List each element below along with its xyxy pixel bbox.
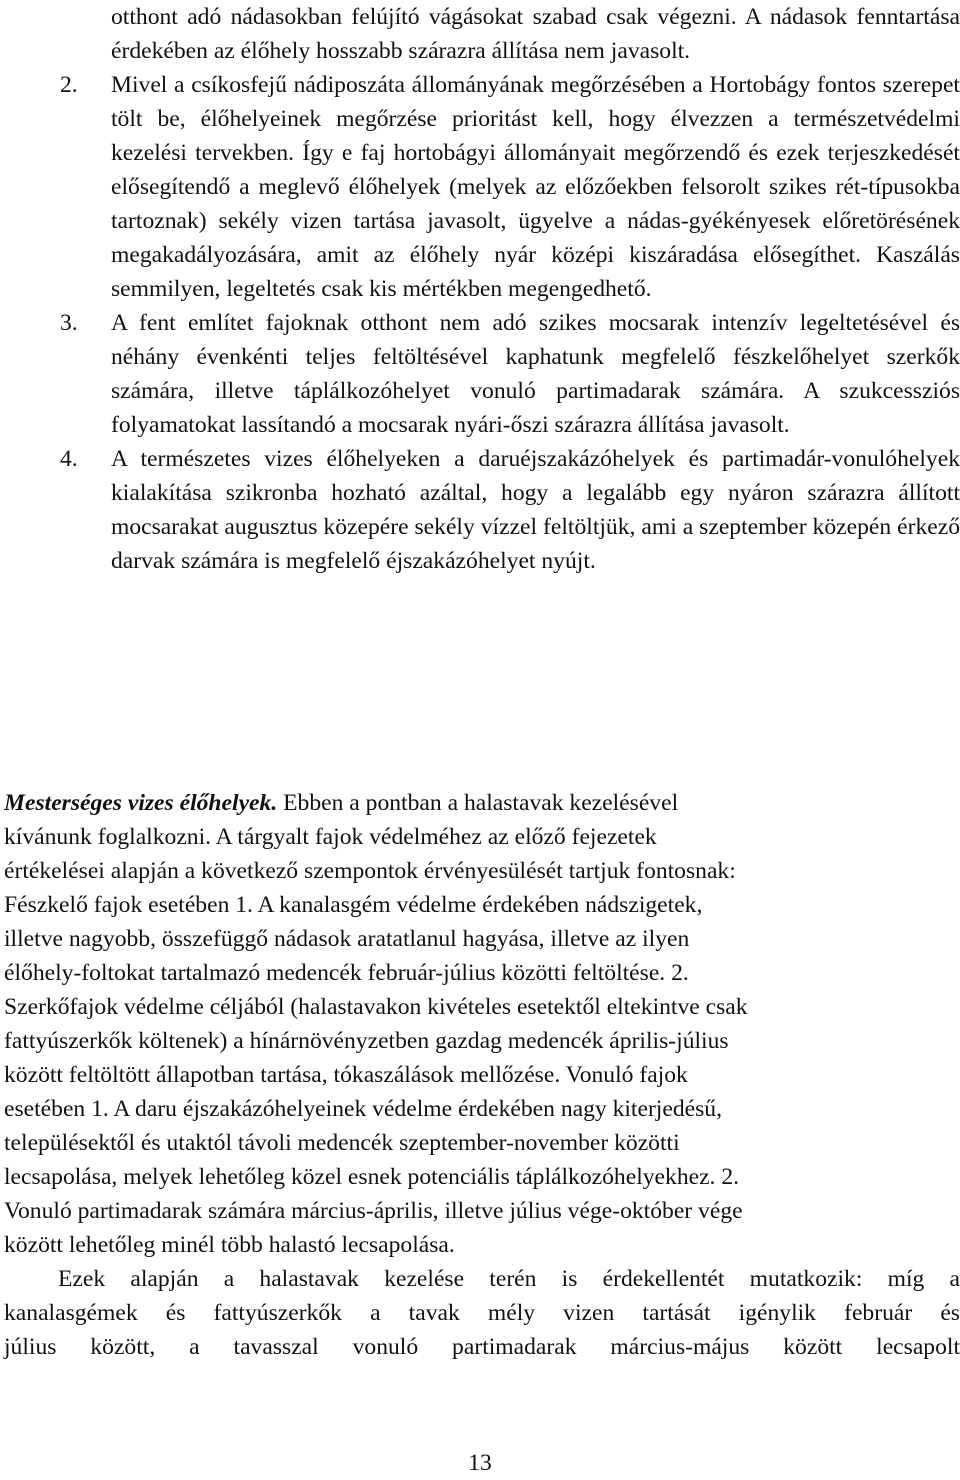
paragraph-line: között lehetőleg minél több halastó lecsapolása. — [4, 1232, 455, 1258]
artificial-wetlands-section — [4, 786, 960, 1364]
paragraph-line: kanalasgémek és fattyúszerkők a tavak mély vizen tartását igénylik február és — [4, 1300, 960, 1326]
paragraph-line: értékelései alapján a következő szempontok érvényesülését tartjuk fontosnak: — [4, 858, 736, 884]
list-item-number: 3. — [60, 310, 78, 336]
paragraph-line — [4, 786, 960, 820]
section-paragraph-2 — [4, 1262, 960, 1364]
paragraph-line: esetében 1. A daru éjszakázóhelyeinek védelme érdekében nagy kiterjedésű, — [4, 1096, 722, 1122]
list-item-number: 4. — [60, 446, 78, 472]
numbered-list — [60, 0, 960, 578]
paragraph-line: településektől és utaktól távoli medencék szeptember-november közötti — [4, 1130, 680, 1156]
paragraph-line: lecsapolása, melyek lehetőleg közel esnek potenciális táplálkozóhelyekhez. 2. — [4, 1164, 740, 1190]
paragraph-line: Vonuló partimadarak számára március-április, illetve július vége-október vége — [4, 1198, 743, 1224]
page-number: 13 — [468, 1450, 492, 1476]
list-item-text: Mivel a csíkosfejű nádiposzáta állományának megőrzésében a Hortobágy fontos szerepet tölt be, élőhelyeinek megőrzése prioritást kell, hogy élvezzen a természetvédelmi kezelési tervekben. Így e faj hortobágyi állományait megőrzendő és ezek terjeszkedését elősegítendő a meglevő élőhelyek (melyek az előzőekben felsorolt szikes rét-típusokba tartoznak) sekély vizen tartása javasolt, ügyelve a nádas-gyékényesek előretörésének megakadályozására, amit az élőhely nyár középi kiszáradása elősegíthet. Kaszálás semmilyen, legeltetés csak kis mértékben megengedhető. — [111, 72, 960, 302]
paragraph-line: Ezek alapján a halastavak kezelése terén is érdekellentét mutatkozik: míg a — [58, 1266, 960, 1292]
list-item-text: A fent említet fajoknak otthont nem adó szikes mocsarak intenzív legeltetésével és néhány évenkénti teljes feltöltésével kaphatunk megfelelő fészkelőhelyet szerkők számára, illetve táplálkozóhelyet vonuló partimadarak számára. A szukcessziós folyamatokat lassítandó a mocsarak nyári-őszi szárazra állítása javasolt. — [111, 310, 960, 438]
paragraph-line: kívánunk foglalkozni. A tárgyalt fajok védelméhez az előző fejezetek — [4, 824, 657, 850]
list-item-text: otthont adó nádasokban felújító vágásokat szabad csak végezni. A nádasok fenntartása érdekében az élőhely hosszabb szárazra állítása nem javasolt. — [111, 4, 960, 64]
list-item-text: A természetes vizes élőhelyeken a daruéjszakázóhelyek és partimadár-vonulóhelyek kialakítása szikronba hozható azáltal, hogy a legalább egy nyáron szárazra állított mocsarakat augusztus közepére sekély vízzel feltöltjük, ami a szeptember közepén érkező darvak számára is megfelelő éjszakázóhelyet nyújt. — [111, 446, 960, 574]
section-paragraph-1 — [4, 786, 960, 1262]
section-heading: Mesterséges vizes élőhelyek. — [4, 790, 278, 816]
list-item-1-continuation — [60, 0, 960, 68]
paragraph-line: illetve nagyobb, összefüggő nádasok aratatlanul hagyása, illetve az ilyen — [4, 926, 690, 952]
list-item-3 — [60, 306, 960, 442]
list-item-4 — [60, 442, 960, 578]
paragraph-line: Fészkelő fajok esetében 1. A kanalasgém védelme érdekében nádszigetek, — [4, 892, 703, 918]
paragraph-line: között feltöltött állapotban tartása, tókaszálások mellőzése. Vonuló fajok — [4, 1062, 688, 1088]
list-item-2 — [60, 68, 960, 306]
list-item-number: 2. — [60, 72, 78, 98]
paragraph-line: fattyúszerkők költenek) a hínárnövényzetben gazdag medencék április-július — [4, 1028, 729, 1054]
paragraph-line: július között, a tavasszal vonuló partimadarak március-május között lecsapolt — [4, 1334, 960, 1360]
paragraph-line: Szerkőfajok védelme céljából (halastavakon kivételes esetektől eltekintve csak — [4, 994, 748, 1020]
line-text: Ebben a pontban a halastavak kezelésével — [277, 790, 679, 816]
paragraph-line: élőhely-foltokat tartalmazó medencék február-július közötti feltöltése. 2. — [4, 960, 689, 986]
